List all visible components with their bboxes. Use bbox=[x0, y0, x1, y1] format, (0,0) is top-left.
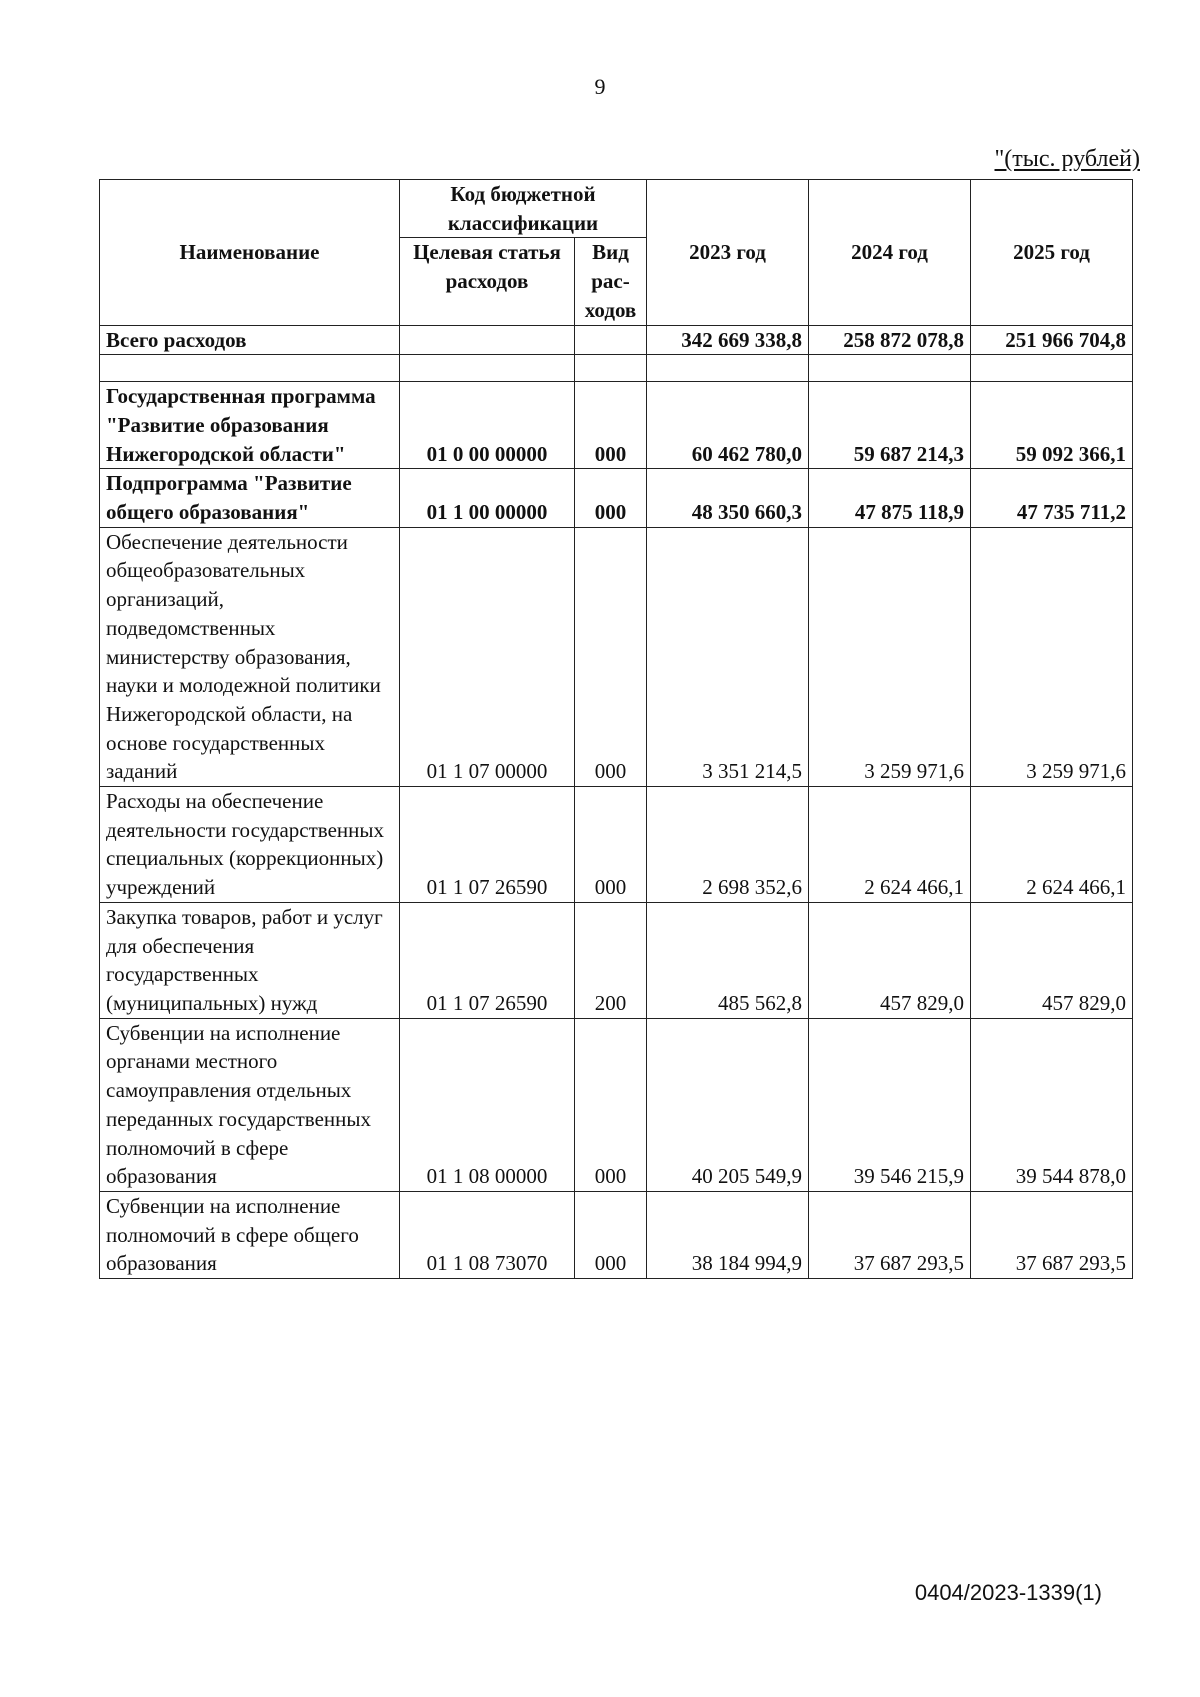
header-name: Наименование bbox=[100, 180, 400, 326]
document-id: 0404/2023-1339(1) bbox=[914, 1580, 1102, 1605]
row-2023: 485 562,8 bbox=[647, 902, 809, 1018]
row-code: 01 0 00 00000 bbox=[400, 382, 575, 469]
row-2025: 457 829,0 bbox=[971, 902, 1133, 1018]
total-2023: 342 669 338,8 bbox=[647, 325, 809, 355]
table-row bbox=[100, 787, 1133, 903]
row-code: 01 1 08 73070 bbox=[400, 1191, 575, 1278]
row-code: 01 1 07 26590 bbox=[400, 902, 575, 1018]
row-name: Субвенции на исполнение полномочий в сфере общего образования bbox=[100, 1191, 400, 1278]
row-2025: 39 544 878,0 bbox=[971, 1018, 1133, 1191]
row-2023: 38 184 994,9 bbox=[647, 1191, 809, 1278]
spacer-row bbox=[100, 355, 1133, 382]
row-name: Расходы на обеспечение деятельности государственных специальных (коррекционных) учреждений bbox=[100, 787, 400, 903]
row-2025: 59 092 366,1 bbox=[971, 382, 1133, 469]
row-2024: 3 259 971,6 bbox=[809, 527, 971, 786]
table-row bbox=[100, 1191, 1133, 1278]
total-code bbox=[400, 325, 575, 355]
row-name: Субвенции на исполнение органами местного самоуправления отдельных переданных государственных полномочий в сфере образования bbox=[100, 1018, 400, 1191]
header-year-2024: 2024 год bbox=[809, 180, 971, 326]
row-2023: 40 205 549,9 bbox=[647, 1018, 809, 1191]
total-row bbox=[100, 325, 1133, 355]
row-2023: 48 350 660,3 bbox=[647, 469, 809, 527]
row-code: 01 1 08 00000 bbox=[400, 1018, 575, 1191]
row-2024: 47 875 118,9 bbox=[809, 469, 971, 527]
row-kind: 000 bbox=[575, 787, 647, 903]
row-code: 01 1 00 00000 bbox=[400, 469, 575, 527]
row-kind: 000 bbox=[575, 1018, 647, 1191]
row-2025: 3 259 971,6 bbox=[971, 527, 1133, 786]
table-row bbox=[100, 1018, 1133, 1191]
table-row bbox=[100, 469, 1133, 527]
row-2024: 457 829,0 bbox=[809, 902, 971, 1018]
total-2025: 251 966 704,8 bbox=[971, 325, 1133, 355]
row-kind: 000 bbox=[575, 469, 647, 527]
total-kind bbox=[575, 325, 647, 355]
units-label bbox=[850, 146, 1140, 173]
row-2023: 2 698 352,6 bbox=[647, 787, 809, 903]
row-2025: 37 687 293,5 bbox=[971, 1191, 1133, 1278]
total-label: Всего расходов bbox=[100, 325, 400, 355]
units-label-text: "(тыс. рублей) bbox=[994, 146, 1140, 172]
table-row bbox=[100, 902, 1133, 1018]
row-2024: 39 546 215,9 bbox=[809, 1018, 971, 1191]
total-2024: 258 872 078,8 bbox=[809, 325, 971, 355]
budget-table bbox=[99, 179, 1133, 1279]
row-code: 01 1 07 00000 bbox=[400, 527, 575, 786]
table-row bbox=[100, 527, 1133, 786]
header-year-2025: 2025 год bbox=[971, 180, 1133, 326]
row-2025: 2 624 466,1 bbox=[971, 787, 1133, 903]
header-expense-type: Вид рас-ходов bbox=[575, 238, 647, 325]
row-kind: 200 bbox=[575, 902, 647, 1018]
row-name: Закупка товаров, работ и услуг для обеспечения государственных (муниципальных) нужд bbox=[100, 902, 400, 1018]
row-name: Обеспечение деятельности общеобразовательных организаций, подведомственных министерству образования, науки и молодежной политики Нижегородской области, на основе государственных заданий bbox=[100, 527, 400, 786]
row-code: 01 1 07 26590 bbox=[400, 787, 575, 903]
page-number: 9 bbox=[594, 74, 606, 99]
header-budget-code: Код бюджетной классификации bbox=[400, 180, 647, 238]
row-name: Государственная программа "Развитие образования Нижегородской области" bbox=[100, 382, 400, 469]
row-2023: 3 351 214,5 bbox=[647, 527, 809, 786]
row-2024: 37 687 293,5 bbox=[809, 1191, 971, 1278]
row-2024: 59 687 214,3 bbox=[809, 382, 971, 469]
table-row bbox=[100, 382, 1133, 469]
row-kind: 000 bbox=[575, 382, 647, 469]
row-2025: 47 735 711,2 bbox=[971, 469, 1133, 527]
row-2024: 2 624 466,1 bbox=[809, 787, 971, 903]
header-target-article: Целевая статья расходов bbox=[400, 238, 575, 325]
row-name: Подпрограмма "Развитие общего образования" bbox=[100, 469, 400, 527]
row-kind: 000 bbox=[575, 527, 647, 786]
header-year-2023: 2023 год bbox=[647, 180, 809, 326]
row-kind: 000 bbox=[575, 1191, 647, 1278]
row-2023: 60 462 780,0 bbox=[647, 382, 809, 469]
